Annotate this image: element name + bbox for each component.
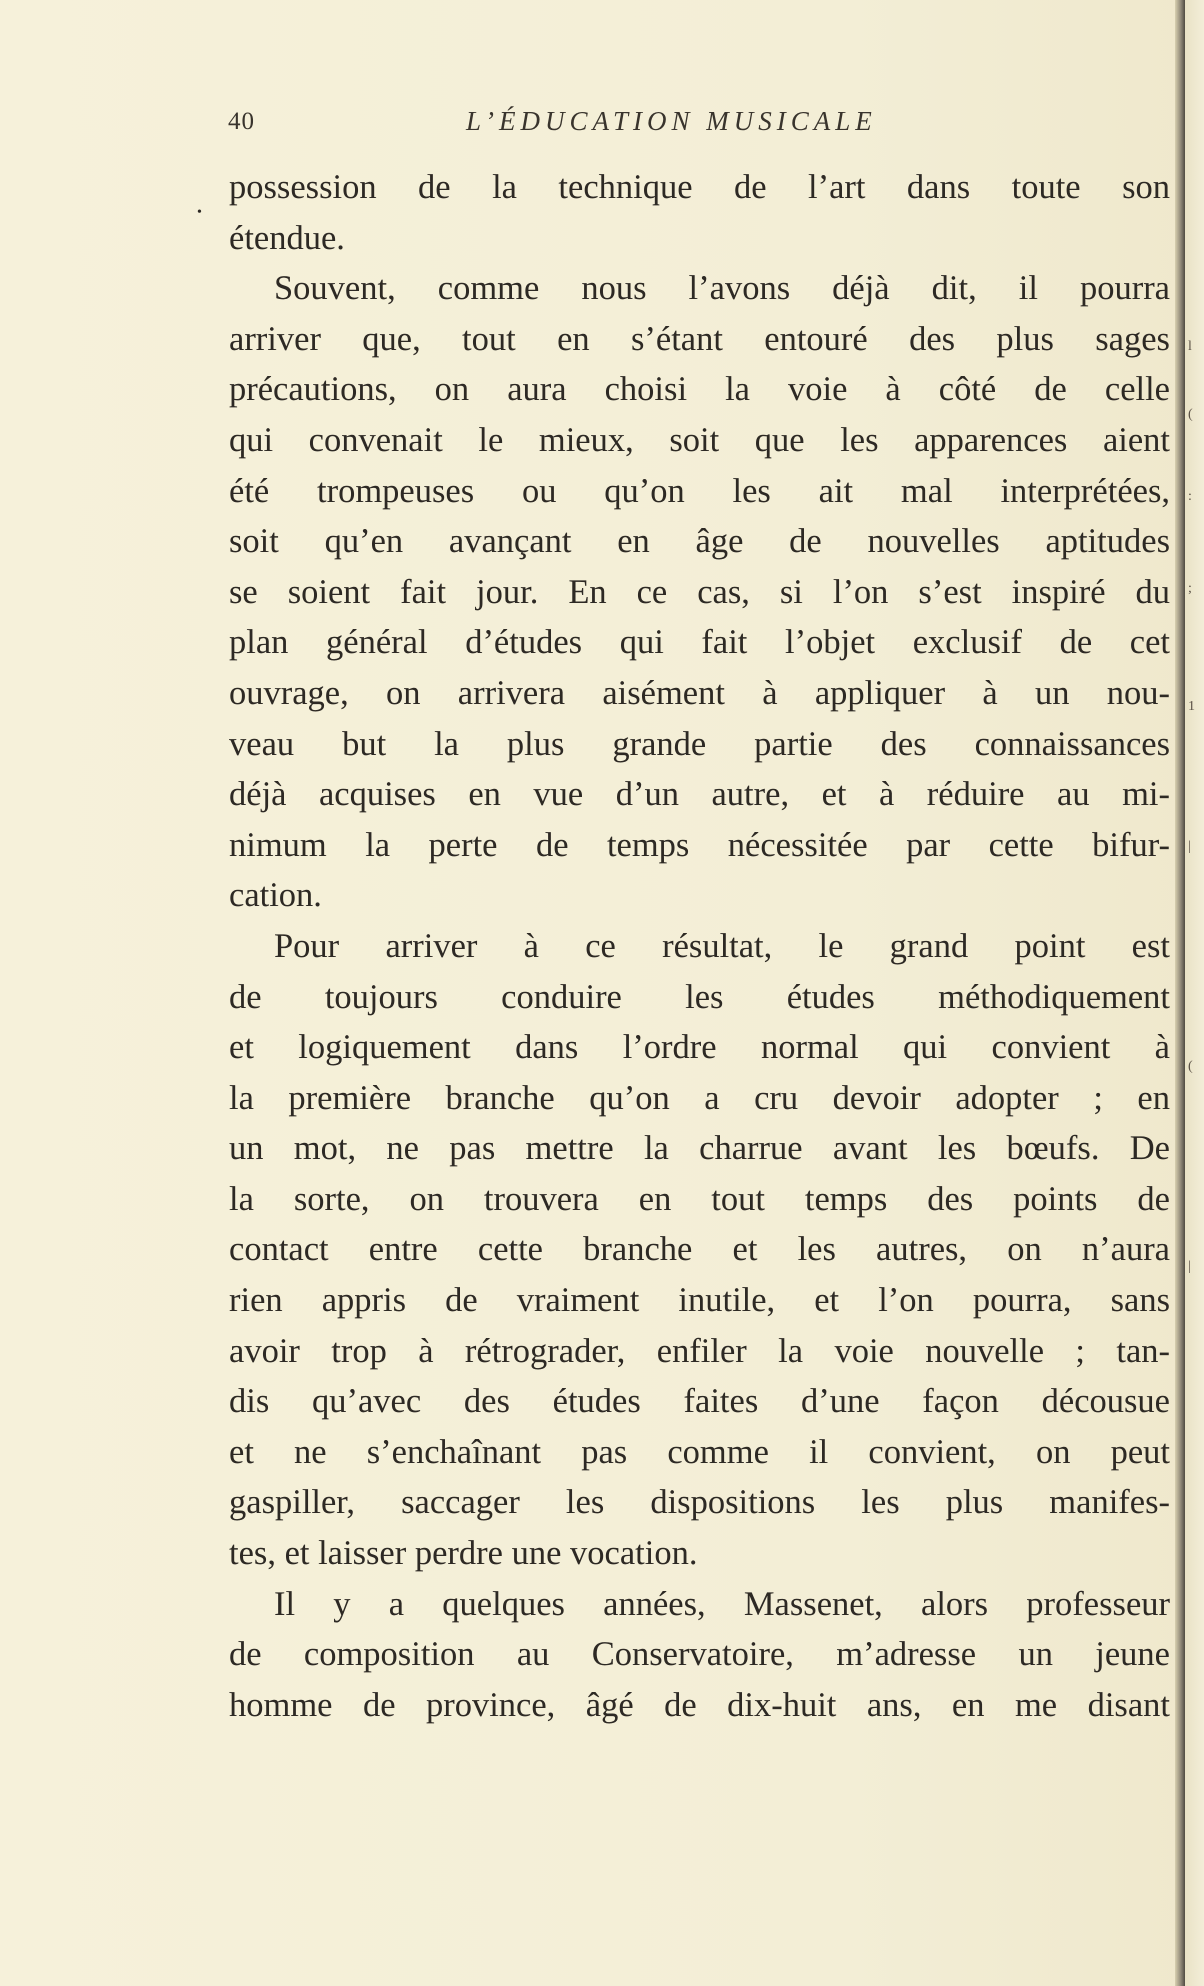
fragment-mark: |: [1188, 839, 1191, 854]
running-title: L’ÉDUCATION MUSICALE: [466, 106, 877, 136]
page-body: [229, 162, 1170, 1730]
running-header: [228, 104, 1168, 144]
paragraph-3: [229, 921, 1170, 1579]
text-line: possession de la technique de l’art dans toute son: [229, 168, 1170, 206]
text-line: soit qu’en avançant en âge de nouvelles aptitudes: [229, 522, 1170, 561]
text-line: rien appris de vraiment inutile, et l’on pourra, sans: [229, 1281, 1170, 1320]
text-line: ouvrage, on arrivera aisément à appliquer à un nou-: [229, 673, 1170, 712]
fragment-mark: :: [1188, 489, 1192, 504]
paragraph-1: [229, 162, 1170, 263]
text-line: un mot, ne pas mettre la charrue avant les bœufs. De: [229, 1129, 1170, 1168]
page-binding-shadow: [1175, 0, 1185, 1986]
fragment-mark: ;: [1188, 581, 1192, 596]
text-line: Pour arriver à ce résultat, le grand point est: [274, 926, 1170, 965]
text-line: Souvent, comme nous l’avons déjà dit, il pourra: [274, 269, 1170, 308]
text-line: veau but la plus grande partie des connaissances: [229, 724, 1170, 763]
text-line: de composition au Conservatoire, m’adresse un jeune: [229, 1635, 1170, 1674]
text-line: déjà acquises en vue d’un autre, et à réduire au mi-: [229, 775, 1170, 814]
fragment-mark: |: [1188, 1259, 1191, 1274]
page-number: 40: [228, 108, 255, 135]
text-line: arriver que, tout en s’étant entouré des plus sages: [229, 319, 1170, 358]
text-line: de toujours conduire les études méthodiquement: [229, 977, 1170, 1016]
text-line: homme de province, âgé de dix-huit ans, en me disant: [229, 1685, 1170, 1724]
text-line: étendue.: [229, 218, 345, 257]
paragraph-2: [229, 263, 1170, 921]
text-line: la première branche qu’on a cru devoir adopter ; en: [229, 1078, 1170, 1117]
text-line: été trompeuses ou qu’on les ait mal interprétées,: [229, 471, 1170, 510]
text-line: plan général d’études qui fait l’objet exclusif de cet: [229, 623, 1170, 662]
text-line: Il y a quelques années, Massenet, alors professeur: [274, 1584, 1170, 1623]
fragment-mark: l: [1188, 339, 1192, 354]
fragment-mark: 1: [1188, 699, 1195, 714]
text-line: tes, et laisser perdre une vocation.: [229, 1534, 698, 1573]
text-line: la sorte, on trouvera en tout temps des points de: [229, 1179, 1170, 1218]
text-line: qui convenait le mieux, soit que les apparences aient: [229, 420, 1170, 459]
paragraph-4: [229, 1579, 1170, 1731]
text-line: et ne s’enchaînant pas comme il convient, on peut: [229, 1432, 1170, 1471]
text-line: dis qu’avec des études faites d’une façon décousue: [229, 1382, 1170, 1421]
fragment-mark: (: [1188, 1059, 1193, 1074]
text-line: cation.: [229, 876, 322, 915]
bleed-through-fragments: [1188, 340, 1202, 1840]
text-line: précautions, on aura choisi la voie à côté de celle: [229, 370, 1170, 409]
text-line: gaspiller, saccager les dispositions les plus manifes-: [229, 1483, 1170, 1522]
fragment-mark: (: [1188, 407, 1193, 422]
text-line: contact entre cette branche et les autres, on n’aura: [229, 1230, 1170, 1269]
text-line: nimum la perte de temps nécessitée par cette bifur-: [229, 825, 1170, 864]
text-line: avoir trop à rétrograder, enfiler la voie nouvelle ; tan-: [229, 1331, 1170, 1370]
text-line: se soient fait jour. En ce cas, si l’on s’est inspiré du: [229, 572, 1170, 611]
text-line: et logiquement dans l’ordre normal qui convient à: [229, 1028, 1170, 1067]
margin-mark: •: [197, 205, 202, 220]
